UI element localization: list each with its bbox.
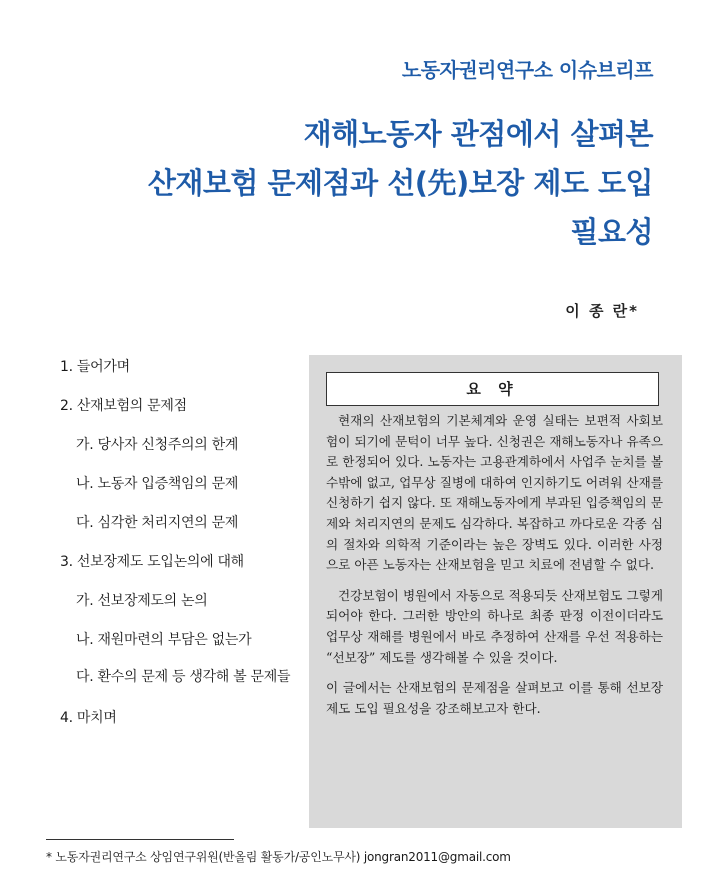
toc-item: 4. 마치며 — [60, 710, 117, 726]
summary-paragraph: 현재의 산재보험의 기본체계와 운영 실태는 보편적 사회보험이 되기에 문턱이 너무 높다. 신청권은 재해노동자나 유족으로 한정되어 있다. 노동자는 고용관계하에서 사업주 눈치를 볼 수밖에 없고, 업무상 질병에 대하여 인지하기도 어려워 산재를 신청하기 쉽지 않다. 또 재해노동자에게 부과된 입증책임의 문제와 처리지연의 문제도 심각하다. 복잡하고 까다로운 각종 심의 절차와 의학적 기준이라는 높은 장벽도 있다. 이러한 사정으로 아픈 노동자는 산재보험을 믿고 치료에 전념할 수 없다. — [326, 413, 663, 573]
brief-label: 노동자권리연구소 이슈브리프 — [401, 58, 653, 82]
toc-subitem: 가. 선보장제도의 논의 — [76, 593, 208, 609]
footnote: * 노동자권리연구소 상임연구위원(반올림 활동가/공인노무사) jongran2011@gmail.com — [46, 850, 511, 864]
title-line: 필요성 — [570, 215, 653, 249]
toc-subitem: 나. 재원마련의 부담은 없는가 — [76, 632, 252, 648]
author: 이 종 란* — [565, 302, 639, 320]
summary-paragraph: 이 글에서는 산재보험의 문제점을 살펴보고 이를 통해 선보장 제도 도입 필요성을 강조해보고자 한다. — [326, 680, 663, 716]
toc-subitem: 다. 환수의 문제 등 생각해 볼 문제들 — [76, 669, 291, 685]
summary-body — [326, 411, 663, 729]
title-line: 산재보험 문제점과 선(先)보장 제도 도입 — [147, 166, 653, 200]
toc-item: 2. 산재보험의 문제점 — [60, 398, 187, 414]
page-title — [33, 110, 653, 257]
footnote-divider — [46, 839, 234, 840]
summary-box — [309, 355, 682, 828]
title-line: 재해노동자 관점에서 살펴본 — [303, 117, 653, 151]
toc-item: 3. 선보장제도 도입논의에 대해 — [60, 554, 244, 570]
toc-item: 1. 들어가며 — [60, 359, 130, 375]
toc-subitem: 나. 노동자 입증책임의 문제 — [76, 476, 239, 492]
summary-heading: 요 약 — [326, 372, 659, 406]
table-of-contents — [60, 358, 305, 748]
toc-subitem: 다. 심각한 처리지연의 문제 — [76, 515, 239, 531]
summary-paragraph: 건강보험이 병원에서 자동으로 적용되듯 산재보험도 그렇게 되어야 한다. 그러한 방안의 하나로 최종 판정 이전이더라도 업무상 재해를 병원에서 바로 추정하여 산재를 우선 적용하는 “선보장” 제도를 생각해볼 수 있을 것이다. — [326, 587, 663, 665]
toc-subitem: 가. 당사자 신청주의의 한계 — [76, 437, 239, 453]
